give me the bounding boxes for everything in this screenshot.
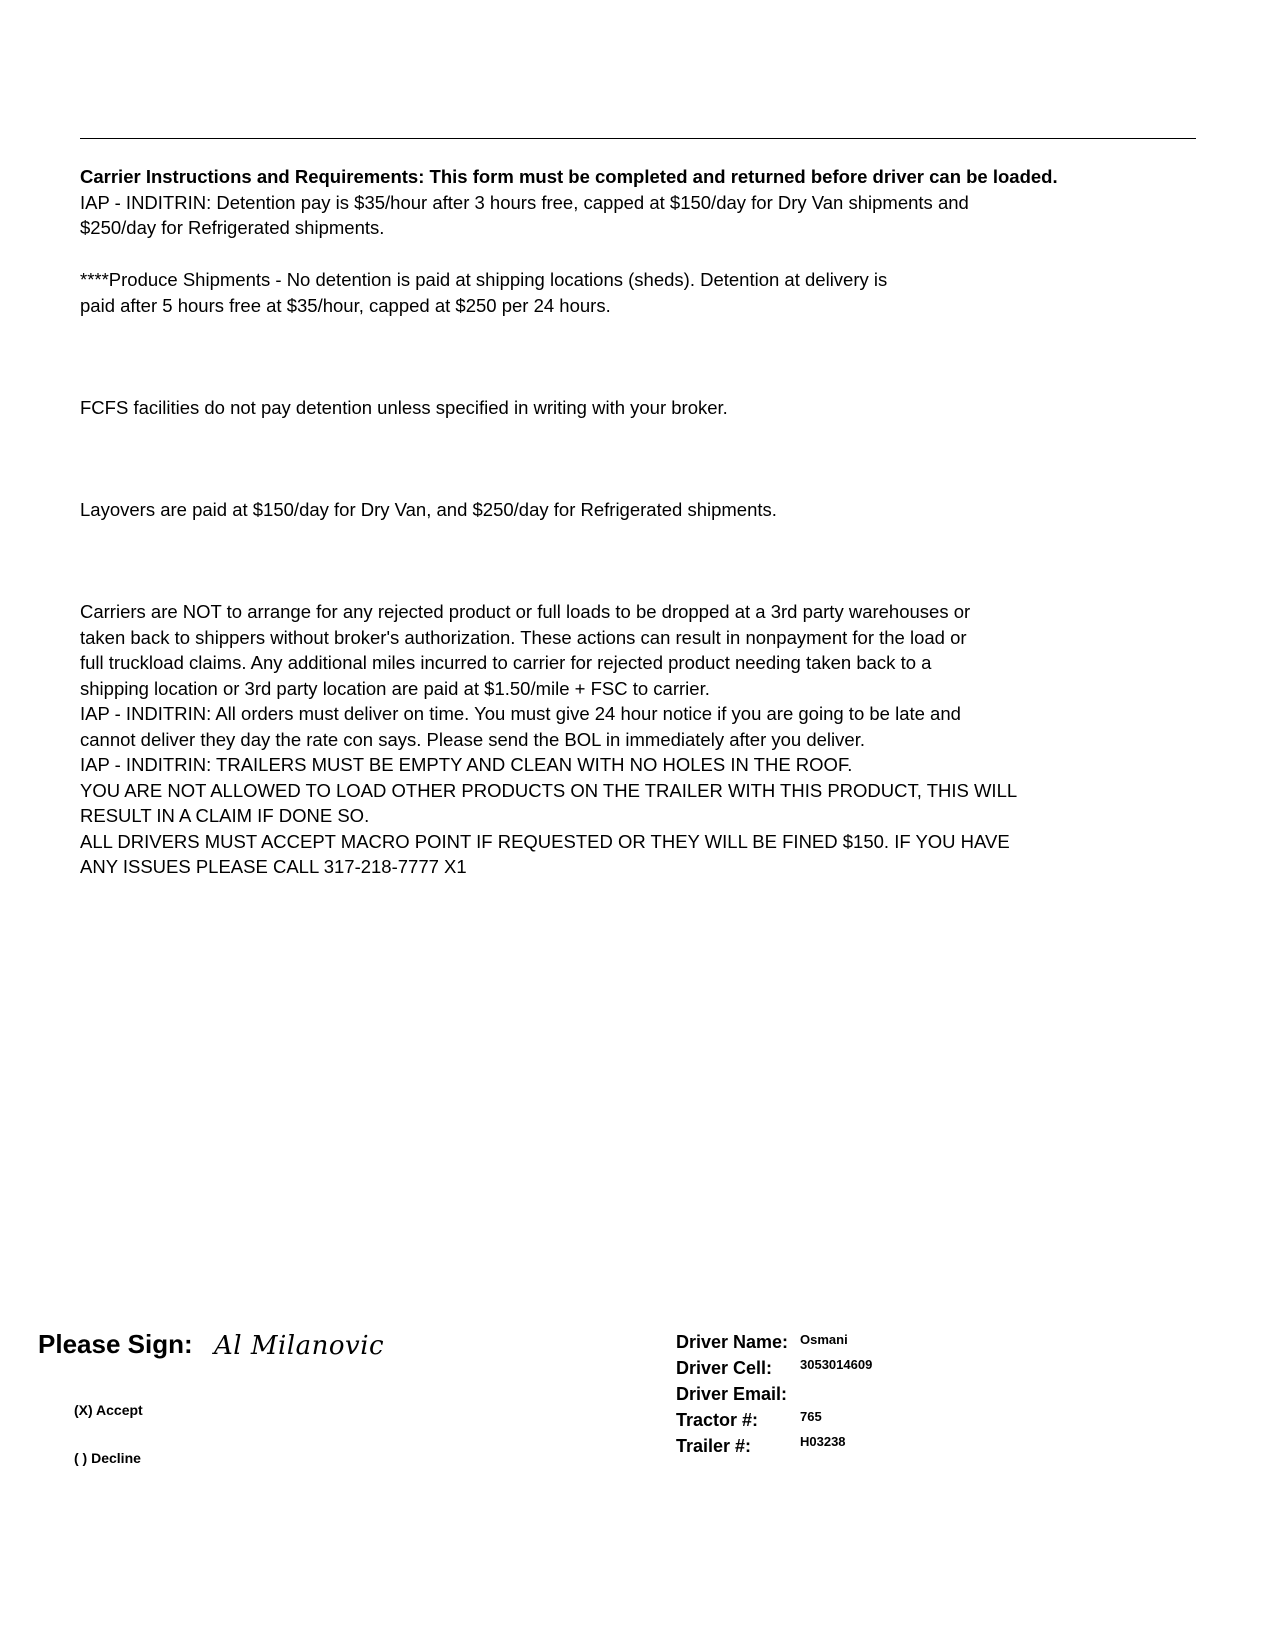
- signature-field[interactable]: Al Milanovic: [214, 1331, 385, 1361]
- produce-shipments-text: ****Produce Shipments - No detention is paid at shipping locations (sheds). Detention at delivery is paid after 5 hours free at $35/hour, capped at $250 per 24 hours.: [80, 269, 888, 316]
- trailer-label: Trailer #:: [676, 1436, 752, 1456]
- fcfs-text: FCFS facilities do not pay detention unless specified in writing with your broker.: [80, 397, 728, 418]
- carrier-rules-text: Carriers are NOT to arrange for any rejected product or full loads to be dropped at a 3rd party warehouses or taken back to shippers without broker's authorization. These actions can result in nonpayment for the load or full truckload claims. Any additional miles incurred to carrier for rejected product needing taken back to a shipping location or 3rd party location are paid at $1.50/mile + FSC to carrier. IAP - INDITRIN: All orders must deliver on time. You must give 24 hour notice if you are going to be late and cannot deliver they day the rate con says. Please send the BOL in immediately after you deliver. IAP - INDITRIN: TRAILERS MUST BE EMPTY AND CLEAN WITH NO HOLES IN THE ROOF. YOU ARE NOT ALLOWED TO LOAD OTHER PRODUCTS ON THE TRAILER WITH THIS PRODUCT, THIS WILL RESULT IN A CLAIM IF DONE SO. ALL DRIVERS MUST ACCEPT MACRO POINT IF REQUESTED OR THEY WILL BE FINED $150. IF YOU HAVE ANY ISSUES PLEASE CALL 317-218-7777 X1: [80, 601, 1018, 877]
- tractor-value[interactable]: 765: [800, 1409, 822, 1424]
- instructions-heading: Carrier Instructions and Requirements: This form must be completed and returned before driver can be loaded.: [80, 166, 1058, 187]
- layovers-text: Layovers are paid at $150/day for Dry Van, and $250/day for Refrigerated shipments.: [80, 499, 777, 520]
- driver-cell-label: Driver Cell:: [676, 1358, 773, 1378]
- header-rule: [80, 138, 1196, 139]
- driver-cell-value[interactable]: 3053014609: [800, 1357, 873, 1372]
- trailer-value[interactable]: H03238: [800, 1434, 846, 1449]
- driver-name-value[interactable]: Osmani: [800, 1332, 848, 1347]
- carrier-instructions: [80, 164, 1220, 241]
- please-sign-label: Please Sign:: [38, 1329, 193, 1359]
- detention-text: IAP - INDITRIN: Detention pay is $35/hour after 3 hours free, capped at $150/day for Dry Van shipments and $250/day for Refrigerated shipments.: [80, 191, 969, 238]
- driver-email-label: Driver Email:: [676, 1384, 788, 1404]
- decline-option[interactable]: ( ) Decline: [74, 1450, 141, 1466]
- tractor-label: Tractor #:: [676, 1410, 759, 1430]
- accept-option[interactable]: (X) Accept: [74, 1402, 143, 1418]
- driver-name-label: Driver Name:: [676, 1332, 789, 1352]
